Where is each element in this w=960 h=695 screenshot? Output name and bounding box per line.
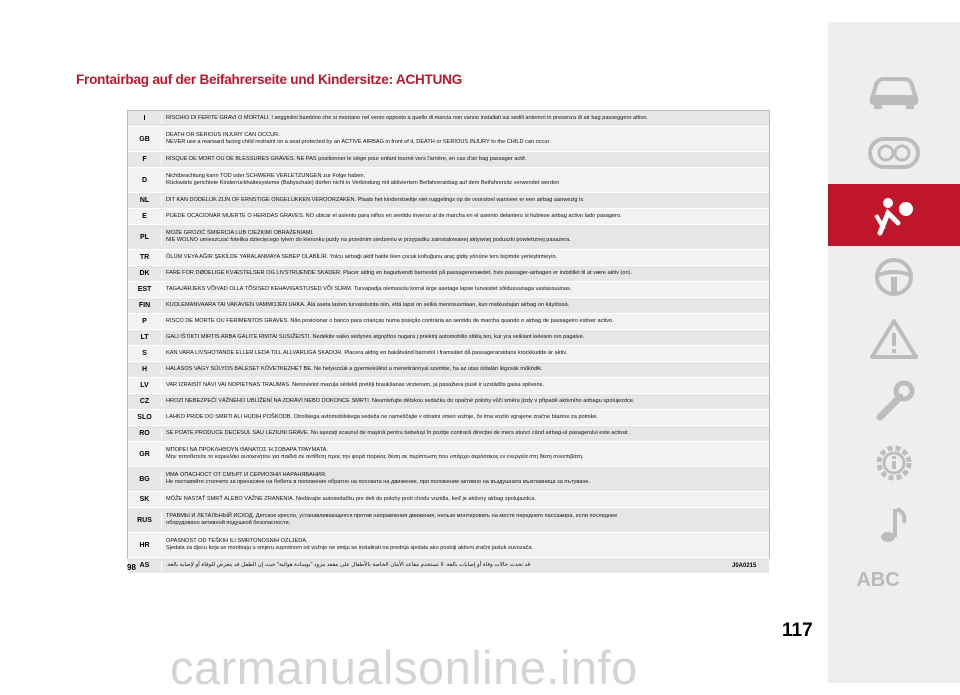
warning-text-line: ÖLÜM VEYA AĞIR ŞEKİLDE YARALANMAYA SEBEP OLABİLİR. Yolcu airbaği aktif halde iken çocuk koltuğunu araç gidiş yönüne ters biçimde yerleştirmeyin. [166,253,558,260]
warning-text-line: TAGAJÄRJEKS VÕIVAD OLLA TÕSISED KEHAVIGASTUSED VÕI SURM. Turvapadja olemasolu korral ärge asetage lapse turvaistet sõidusuunaga vastassuunas. [166,285,572,292]
warning-text-line: LAHKO PRIDE DO SMRTI ALI HUDIH POŠKODB. Otroškega avtomobilskega sedeža ne nameščajte v obratni smeri vožnje, če ima vozilo vgrajene zračne blazine za potnike. [166,413,599,420]
watermark: carmanualsonline.info [170,641,638,694]
wrench-icon[interactable] [828,370,960,432]
warning-row-gb [128,127,769,152]
warning-text-line: DIT KAN DODELIJK ZIJN OF ERNSTIGE ONGELUKKEN VEROORZAKEN. Plaats het kinderstoeltje niet ruggelings op de voorstoel wanneer er een airbag aanwezig is. [166,196,585,203]
page-title: Frontairbag auf der Beifahrerseite und Kindersitze: ACHTUNG [76,72,463,87]
warning-row-fin [128,298,769,314]
warning-text [161,349,769,359]
language-code: SLO [137,414,152,421]
warning-text-line-2: NEVER use a rearward facing child restraint on a seat protected by an ACTIVE AIRBAG in front of it, DEATH or SERIOUS INJURY to the CHILD can occur [166,139,550,145]
warning-text-line: FARE FOR DØDELIGE KVÆSTELSER OG LIVSTRUENDE SKADER. Placer aldrig en bagudvendt barnestol på passagerersædet, hvis passager-airbagen er indstillet til at være aktiv (on). [166,269,633,276]
figure-code: J0A0215 [732,563,757,569]
warning-text-line: PUEDE OCACIONAR MUERTE O HERIDAS GRAVES. NO ubicar el asiento para niños en sentido inverso al de marcha en el asiento delantero si hubiese airbag activo lado pasagero. [166,212,622,219]
warning-row-ro [128,426,769,442]
warning-text-line: HALÁSOS VAGY SÚLYOS BALESET KÖVETKEZHET BE. Ne helyezzük a gyermekülést a menetiránnyal szembe, ha az utas oldalán légzsák működik. [166,365,543,372]
language-code: AS [139,562,150,569]
warning-text [161,269,769,279]
warning-text [161,301,769,311]
gear-info-icon[interactable] [828,432,960,494]
language-code: TR [139,254,150,261]
warning-text-line: ТРАВМЫ И ЛЕТАЛЬНЫЙ ИСХОД. Детское кресло, устанавливающееся против направления движения, нельзя монтировать на месте переднего пассажира, если последнее [166,512,618,519]
warning-text-line: قد تحدث حالات وفاة أو إصابات بالغة. لا تستخدم مقاعد الأمان الخاصة بالأطفال على مقعد مزود "بوسادة هوائية" حيث إن الطفل قد يتعرض للوفاة أو لإصابة بالغة. [166,561,531,568]
language-code: SK [139,496,150,503]
warning-row-tr [128,250,769,266]
warning-text [161,413,769,423]
warning-text-line-2: Sjedala za djecu koja se montiraju u smjeru suprotnom od vožnje ne smiju se instalirati na prednja sjedala ako postoji aktivni zračni jastuk suvozača. [166,545,534,551]
warning-text [161,397,769,407]
warning-text-line: MÔŽE NASTAŤ SMRŤ ALEBO VÁŽNE ZRANENIA. Nedávajte autosedačku pre deti do polohy proti chodu vozidla, keď je aktívny airbag spolujazdca. [166,495,536,502]
language-code: EST [137,286,152,293]
warning-text-line-2: NIE WOLNO umieszczać fotelika dziecięcego tylem do kierunku jazdy na przednim siedzeniu w przypadku zainstalowanej aktywnej poduszki powietrznej pasażera. [166,237,571,243]
warning-text [161,381,769,391]
warning-row-pl [128,225,769,250]
warning-text-line: Nichtbeachtung kann TOD oder SCHWERE VERLETZUNGEN zur Folge haben. [166,172,366,179]
warning-row-hr [128,533,769,558]
warning-row-h [128,362,769,378]
warning-text [161,471,769,488]
warning-text-line: ΜΠΟΡΕΙ ΝΑ ΠΡΟΚΛΗΘΟΥΝ ΘΑΝΑΤΟΣ Ή ΣΟΒΑΡΑ ΤΡΑΥΜΑΤΑ. [166,446,328,453]
warning-row-bg [128,467,769,492]
language-code: DK [139,270,150,277]
warning-text-line: SE POATE PRODUCE DECESUL SAU LEZIUNI GRAVE. Nu așezați scaunul de mașină pentru bebeluși în poziție contrară direcției de mers atunci când airbag-ul pasagerului este activat. [166,429,630,436]
warning-text [161,114,769,124]
warning-row-d [128,168,769,193]
warning-text [161,285,769,295]
warning-text [161,196,769,206]
warning-text-line: HROZÍ NEBEZPEČÍ VÁŽNÉHO UBLÍŽENÍ NA ZDRAVÍ NEBO DOKONCE SMRTI. Neumisťujte dětskou sedačku do opačné polohy vůči směru jízdy v případě aktivního airbagu spolujezdce. [166,397,635,404]
warning-text [161,537,769,554]
language-code: RO [139,430,150,437]
warning-row-p [128,314,769,330]
warning-row-e [128,209,769,225]
page-number: 117 [782,620,813,641]
warning-text [161,212,769,222]
steering-wheel-icon[interactable] [828,246,960,308]
warning-row-dk [128,266,769,282]
warning-text [161,495,769,505]
warning-text-line-2: Не поставяйте столчето за пренасяне на бебета в положение обратно на посоката на движение, при положение активно на въздушната възглавница за пътуване. [166,479,591,485]
warning-text-line: KAN VARA LIVSHOTANDE ELLER LEDA TILL ALLVARLIGA SKADOR. Placera aldrig en bakåtvänd barnstol i framsätet då passagerarsidans krockkudde är aktiv. [166,349,568,356]
warning-text-line: MOŻE GROZIĆ ŚMIERCIA LUB CIEŻKIMI OBRAŻENIAMI. [166,229,314,236]
language-code: I [143,115,146,122]
language-code: P [142,318,147,325]
warning-text [161,172,769,189]
language-code: GR [139,450,150,458]
chapter-sidebar [828,22,960,683]
language-code: BG [139,475,150,483]
warning-text [161,253,769,263]
warning-text-line: KUOLEMANVAARA TAI VAKAVIEN VAMMOJEN UHKA. Älä aseta lasten turvaistuinta niin, että lapsi on selkä menosuuntaan, kun matkustajan airbag on käytössä. [166,301,570,308]
warning-row-i [128,111,769,127]
warning-text-line: DEATH OR SERIOUS INJURY CAN OCCUR. [166,131,280,138]
language-code: RUS [137,516,152,524]
language-code: S [142,350,147,357]
figure-number: 98 [127,563,136,572]
language-code: PL [140,233,149,241]
warning-row-gr [128,442,769,467]
warning-row-est [128,282,769,298]
language-code: GB [139,135,150,143]
music-note-icon[interactable] [828,494,960,556]
warning-row-slo [128,410,769,426]
warning-row-rus [128,508,769,533]
warning-text [161,561,769,571]
warning-row-lt [128,330,769,346]
car-icon[interactable] [828,60,960,122]
warning-text [161,333,769,343]
language-code: FIN [138,302,151,309]
warning-row-f [128,152,769,168]
warning-text-line-2: Rückwärts gerichtete Kinderrückhaltesysteme (Babyschale) dürfen nicht in Verbindung mit aktiviertem Beifahrerairbag auf dem Beifahrersitz verwendet werden [166,180,560,186]
language-code: CZ [139,398,150,405]
warning-text [161,229,769,246]
warning-row-lv [128,378,769,394]
warning-text [161,155,769,165]
warning-text [161,429,769,439]
warning-text [161,512,769,529]
warning-text [161,365,769,375]
dashboard-gauges-icon[interactable] [828,122,960,184]
language-code: HR [139,541,150,549]
language-code: H [141,366,148,373]
warning-text-line-2: оборудовано активной подушкой безопасности. [166,520,291,526]
index-abc-label[interactable]: ABC [856,569,900,591]
warning-text-line-2: Μην τοποθετείτε το καρεκλάκι αυτοκινήτου για παιδιά σε αντίθετη προς την φορά πορείας θέση σε περίπτωση που υπάρχει αερόσακος εν ενεργεία στη θέση συνεπιβάτη. [166,454,584,460]
language-code: LV [140,382,149,389]
warning-text-line: RISCHIO DI FERITE GRAVI O MORTALI. I seggiolini bambino che si montano nel verso opposto a quello di marcia non vanno installati sui sedili anteriori in presenza di air bag passeggero attivo. [166,114,648,121]
warning-row-sk [128,492,769,508]
language-code: E [142,213,147,220]
warning-text-line: OPASNOST OD TEŠKIH ILI SMRTONOSNIH OZLJEDA. [166,537,308,544]
language-code: D [141,176,148,184]
warning-text-line: ИМА ОПАСНОСТ ОТ СМЪРТ И СЕРИОЗНИ НАРАНЯВАНИЯ. [166,471,327,478]
warning-text-line: GALI IŠTIKTI MIRTIS ARBA GALITE RIMTAI SUSIŽEISTI. Nedėkite vaiko sėdynės atgręžtos nugara į priekinį automobilio stiklą ten, kur yra veikiant keleivio oro pagalvė. [166,333,585,340]
language-code: NL [139,197,150,204]
language-code: LT [140,334,149,341]
warning-triangle-icon[interactable] [828,308,960,370]
warning-row-s [128,346,769,362]
warning-row-nl [128,193,769,209]
language-code: F [142,156,147,163]
warning-text [161,131,769,148]
warning-row-cz [128,394,769,410]
warning-text-line: VAR IZRAISĪT NĀVI VAI NOPIETNAS TRAUMAS. Nenovietot mazuļa sēdekli pretēji braukšanas virzienam, ja pasažiera pusē ir uzstādīts gaisa spilvens. [166,381,544,388]
airbag-seat-person-icon[interactable] [828,184,960,246]
warning-text [161,446,769,463]
warning-text [161,317,769,327]
warning-text-line: RISQUE DE MORT OU DE BLESSURES GRAVES. NE PAS positionner le siège pour enfant tourné vers l'arrière, en cas d'air bag passager actif. [166,155,527,162]
warning-row-as [128,558,769,574]
warning-text-line: RISCO DE MORTE OU FERIMENTOS GRAVES. Não posicionar o banco para crianças numa posição contrária ao sentido de marcha quando o airbag de passageiro estiver activo. [166,317,614,324]
